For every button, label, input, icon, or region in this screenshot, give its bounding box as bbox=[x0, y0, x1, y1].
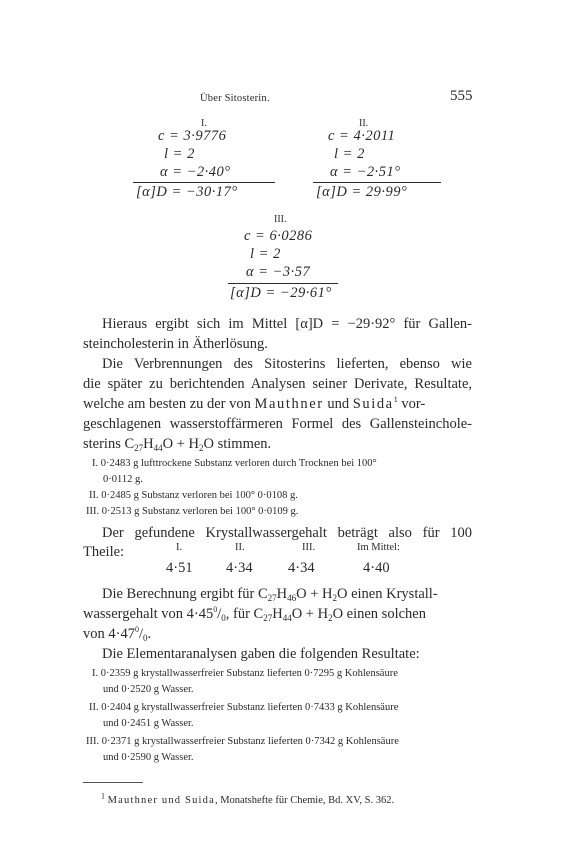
table-label: II. bbox=[359, 118, 369, 129]
formula-line bbox=[83, 434, 271, 454]
result-line: I. 0·2359 g krystallwasserfreier Substanz lieferten 0·7295 g Kohlensäure bbox=[92, 668, 398, 679]
concentration: c = 4·2011 bbox=[328, 128, 396, 144]
footnote-citation: , Monatshefte für Chemie, Bd. XV, S. 362. bbox=[214, 795, 395, 806]
text-run: welche am besten zu der von bbox=[83, 396, 251, 412]
text-run: H bbox=[276, 586, 288, 602]
text-run: O einen Krystall- bbox=[337, 586, 438, 602]
table-cell: 4·40 bbox=[363, 560, 390, 576]
specific-rotation: [α]D = −30·17° bbox=[136, 184, 238, 200]
text-run: O stimmen. bbox=[203, 436, 272, 452]
running-header: Über Sitosterin. bbox=[200, 93, 270, 104]
column-header: I. bbox=[176, 542, 183, 553]
text-run: H bbox=[143, 436, 154, 452]
text-run: O + H bbox=[291, 606, 329, 622]
text-line: steincholesterin in Ätherlösung. bbox=[83, 336, 268, 352]
subscript: 44 bbox=[153, 443, 163, 453]
text-line: geschlagenen wasserstoffärmeren Formel des Gallensteinchole- bbox=[83, 416, 472, 432]
superscript: 0 bbox=[213, 605, 218, 615]
subscript: 0 bbox=[221, 613, 226, 623]
result-line: III. 0·2371 g krystallwasserfreier Substanz lieferten 0·7342 g Kohlensäure bbox=[86, 736, 399, 747]
column-header: II. bbox=[235, 542, 245, 553]
subscript: 44 bbox=[282, 613, 292, 623]
subscript: 46 bbox=[287, 593, 297, 603]
subscript: 27 bbox=[263, 613, 273, 623]
text-line: Hieraus ergibt sich im Mittel [α]D = −29·92° für Gallen- bbox=[102, 316, 472, 332]
subscript: 2 bbox=[332, 593, 337, 603]
rotation: α = −2·40° bbox=[160, 164, 231, 180]
text-line: Die Verbrennungen des Sitosterins lieferten, ebenso wie bbox=[102, 356, 472, 372]
text-run: O + H bbox=[296, 586, 333, 602]
text-run: O + H bbox=[162, 436, 200, 452]
text-run: , für C bbox=[225, 606, 264, 622]
text-run: sterins C bbox=[83, 436, 135, 452]
footnote-marker: 1 bbox=[393, 395, 398, 405]
column-header: III. bbox=[302, 542, 316, 553]
rotation: α = −2·51° bbox=[330, 164, 401, 180]
text-run: O einen solchen bbox=[332, 606, 426, 622]
text-line bbox=[83, 394, 425, 414]
sum-rule bbox=[133, 182, 275, 183]
table-cell: 4·34 bbox=[226, 560, 253, 576]
text-line: Der gefundene Krystallwassergehalt beträgt also für 100 bbox=[102, 525, 472, 541]
text-run: . bbox=[147, 626, 152, 642]
table-cell: 4·34 bbox=[288, 560, 315, 576]
sum-rule bbox=[228, 283, 338, 284]
concentration: c = 3·9776 bbox=[158, 128, 227, 144]
text-line: Theile: bbox=[83, 544, 125, 560]
text-line: die später zu berichtenden Analysen seiner Derivate, Resultate, bbox=[83, 376, 472, 392]
result-line: und 0·2451 g Wasser. bbox=[103, 718, 194, 729]
text-run: von 4·47 bbox=[83, 626, 135, 642]
text-run: H bbox=[272, 606, 283, 622]
footnote-rule bbox=[83, 782, 143, 783]
subscript: 0 bbox=[143, 633, 148, 643]
length: l = 2 bbox=[250, 246, 281, 262]
table-label: III. bbox=[274, 214, 287, 225]
author-name: Suida bbox=[352, 396, 394, 412]
footnote bbox=[101, 793, 394, 809]
specific-rotation: [α]D = −29·61° bbox=[230, 285, 332, 301]
result-line: 0·0112 g. bbox=[103, 474, 143, 485]
length: l = 2 bbox=[164, 146, 195, 162]
sum-rule bbox=[313, 182, 441, 183]
superscript: 0 bbox=[134, 625, 139, 635]
page-number: 555 bbox=[450, 88, 473, 104]
table-label: I. bbox=[201, 118, 207, 129]
specific-rotation: [α]D = 29·99° bbox=[316, 184, 408, 200]
result-line: I. 0·2483 g lufttrockene Substanz verloren durch Trocknen bei 100° bbox=[92, 458, 377, 469]
formula-line bbox=[83, 604, 426, 624]
column-header: Im Mittel: bbox=[357, 542, 400, 553]
table-cell: 4·51 bbox=[166, 560, 193, 576]
subscript: 2 bbox=[328, 613, 333, 623]
result-line: III. 0·2513 g Substanz verloren bei 100° 0·0109 g. bbox=[86, 506, 299, 517]
rotation: α = −3·57 bbox=[246, 264, 311, 280]
result-line: und 0·2590 g Wasser. bbox=[103, 752, 194, 763]
subscript: 27 bbox=[267, 593, 277, 603]
text-run: / bbox=[138, 626, 143, 642]
formula-line bbox=[102, 584, 472, 604]
text-run: / bbox=[217, 606, 222, 622]
footnote-authors: Mauthner und Suida bbox=[107, 795, 215, 806]
text-run: vor- bbox=[401, 396, 426, 412]
author-name: Mauthner bbox=[254, 396, 324, 412]
result-line: II. 0·2485 g Substanz verloren bei 100° 0·0108 g. bbox=[89, 490, 298, 501]
text-line bbox=[83, 624, 151, 644]
result-line: und 0·2520 g Wasser. bbox=[103, 684, 194, 695]
footnote-marker: 1 bbox=[101, 791, 105, 801]
subscript: 2 bbox=[199, 443, 204, 453]
result-line: II. 0·2404 g krystallwasserfreier Substanz lieferten 0·7433 g Kohlensäure bbox=[89, 702, 399, 713]
paragraph-elemental-analysis: Die Elementaranalysen gaben die folgenden Resultate: bbox=[102, 646, 420, 662]
text-run: und bbox=[327, 396, 350, 412]
length: l = 2 bbox=[334, 146, 365, 162]
text-run: Die Berechnung ergibt für C bbox=[102, 586, 268, 602]
concentration: c = 6·0286 bbox=[244, 228, 313, 244]
text-run: wassergehalt von 4·45 bbox=[83, 606, 214, 622]
subscript: 27 bbox=[134, 443, 144, 453]
